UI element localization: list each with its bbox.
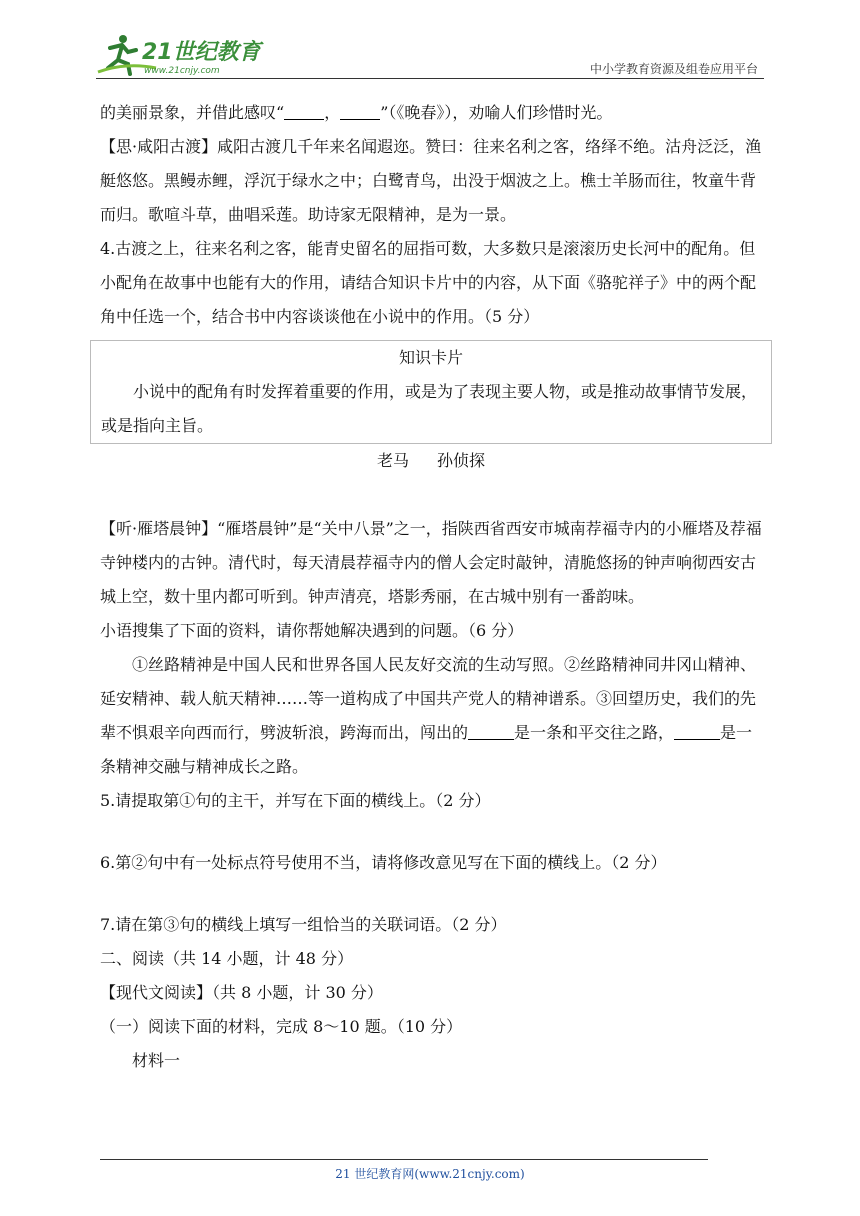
question-7: 7.请在第③句的横线上填写一组恰当的关联词语。（2 分） — [100, 915, 507, 934]
paragraph-intro: 小语搜集了下面的资料，请你帮她解决遇到的问题。（6 分） — [100, 621, 524, 640]
knowledge-card — [90, 340, 772, 444]
answer-blank[interactable] — [284, 103, 324, 120]
character-laoma: 老马 — [376, 451, 409, 470]
section-2-heading: 二、阅读（共 14 小题，计 48 分） — [100, 949, 354, 968]
answer-space — [100, 478, 762, 512]
character-options — [100, 444, 762, 478]
page-header — [96, 30, 764, 78]
paragraph-yanta-bell: 【听·雁塔晨钟】“雁塔晨钟”是“关中八景”之一，指陕西省西安市城南荐福寺内的小雁塔及荐福寺钟楼内的古钟。清代时，每天清晨荐福寺内的僧人会定时敲钟，清脆悠扬的钟声响彻西安古城上空，数十里内都可听到。钟声清亮，塔影秀丽，在古城中别有一番韵味。 — [100, 519, 762, 606]
header-rule — [96, 78, 764, 79]
question-4: 4.古渡之上，往来名利之客，能青史留名的屈指可数，大多数只是滚滚历史长河中的配角。但小配角在故事中也能有大的作用，请结合知识卡片中的内容，从下面《骆驼祥子》中的两个配角中任选一个，结合书中内容谈谈他在小说中的作用。（5 分） — [100, 239, 757, 326]
knowledge-card-title: 知识卡片 — [398, 348, 463, 367]
answer-space — [100, 880, 762, 908]
material-1-label: 材料一 — [132, 1051, 181, 1070]
platform-name: 中小学教育资源及组卷应用平台 — [589, 62, 758, 76]
question-5: 5.请提取第①句的主干，并写在下面的横线上。（2 分） — [100, 791, 491, 810]
answer-blank[interactable] — [340, 103, 380, 120]
paragraph-silk-road — [100, 648, 762, 784]
logo-url: www.21cnjy.com — [144, 66, 220, 76]
answer-space — [100, 818, 762, 846]
text-fragment: ①丝路精神是中国人民和世界各国人民友好交流的生动写照。②丝路精神同井冈山精神、延安精神、载人航天精神……等一道构成了中国共产党人的精神谱系。③回望历史，我们的先辈不惧艰辛向西而行，劈波斩浪，跨海而出，闯出的 — [100, 655, 757, 742]
logo — [96, 32, 266, 78]
answer-blank[interactable] — [468, 723, 514, 740]
logo-text: 21世纪教育 — [142, 40, 261, 65]
question-6: 6.第②句中有一处标点符号使用不当，请将修改意见写在下面的横线上。（2 分） — [100, 853, 667, 872]
text-fragment: ”（《晚春》），劝喻人们珍惜时光。 — [380, 103, 613, 122]
paragraph-wanchun — [100, 96, 762, 130]
text-fragment: 【现代文阅读】 — [100, 983, 213, 1002]
text-fragment: 的美丽景象，并借此感叹“ — [100, 103, 285, 122]
footer-rule — [100, 1159, 708, 1160]
character-sun-detective: 孙侦探 — [437, 451, 486, 470]
text-fragment: ， — [324, 103, 341, 122]
modern-reading-heading — [100, 976, 762, 1010]
part-1-heading: （一）阅读下面的材料，完成 8～10 题。（10 分） — [100, 1017, 463, 1036]
page-content — [100, 96, 762, 1078]
text-fragment: （共 8 小题，计 30 分） — [212, 983, 383, 1002]
knowledge-card-body: 小说中的配角有时发挥着重要的作用，或是为了表现主要人物，或是推动故事情节发展，或是指向主旨。 — [101, 382, 758, 435]
text-fragment: 是一条和平交往之路， — [514, 723, 675, 742]
paragraph-xianyang-ferry: 【思·咸阳古渡】咸阳古渡几千年来名闻遐迩。赞曰：往来名利之客，络绎不绝。沽舟泛泛，渔艇悠悠。黑鳗赤鲤，浮沉于绿水之中；白鹭青鸟，出没于烟波之上。樵士羊肠而往，牧童牛背而归。歌喧斗草，曲唱采莲。助诗家无限精神，是为一景。 — [100, 137, 762, 224]
answer-blank[interactable] — [674, 723, 720, 740]
text-fragment: 是一条精神交融与精神成长之路。 — [100, 723, 753, 776]
footer-link[interactable]: 21 世纪教育网(www.21cnjy.com) — [335, 1167, 525, 1181]
